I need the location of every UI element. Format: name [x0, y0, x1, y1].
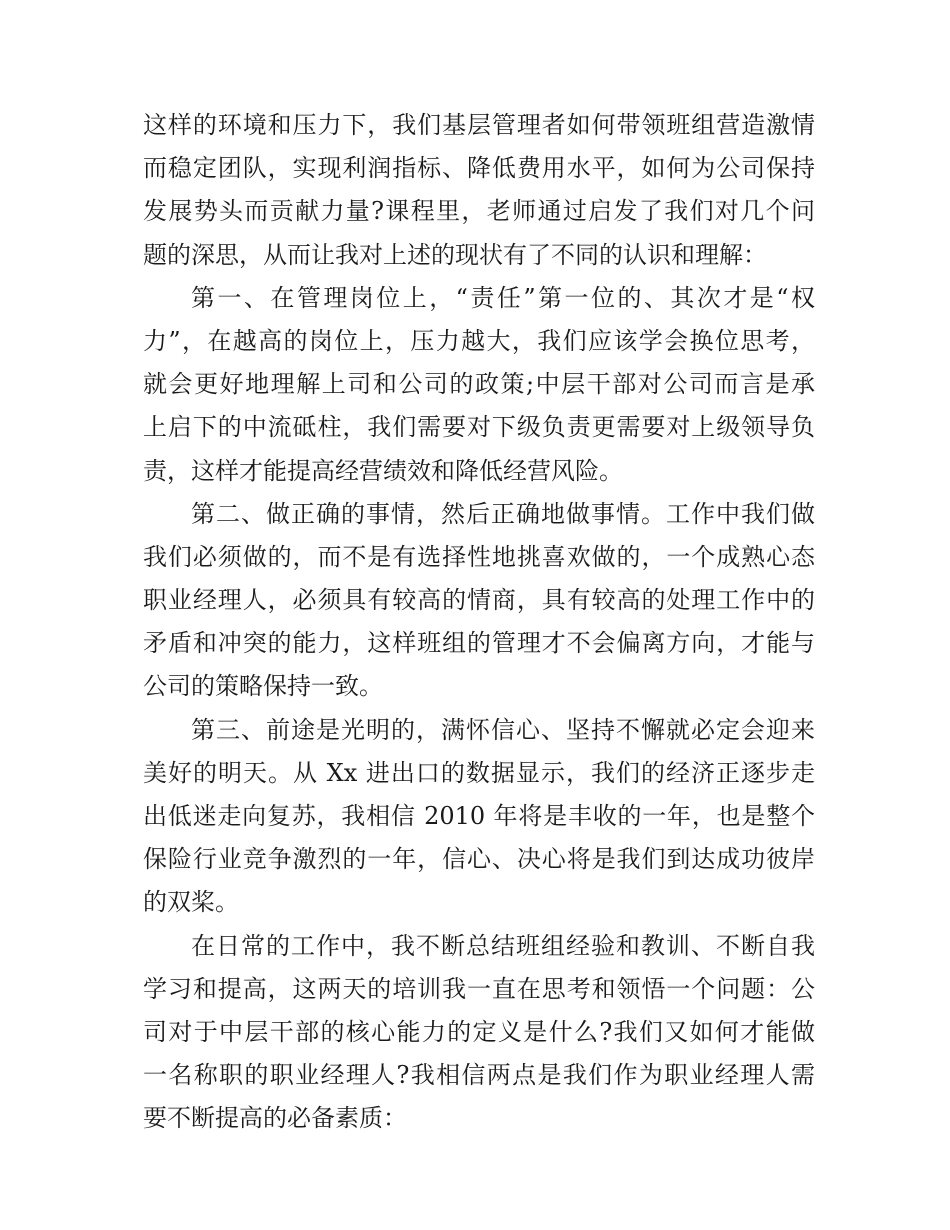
text-line: 美好的明天。从 Xx 进出口的数据显示，我们的经济正逐步走 — [143, 758, 815, 787]
text-line: 发展势头而贡献力量?课程里，老师通过启发了我们对几个问 — [143, 197, 815, 226]
text-line: 第三、前途是光明的，满怀信心、坚持不懈就必定会迎来 — [191, 715, 815, 744]
text-line: 保险行业竞争激烈的一年，信心、决心将是我们到达成功彼岸 — [143, 845, 815, 874]
paragraph-2 — [143, 277, 815, 493]
text-line: 这样的环境和压力下，我们基层管理者如何带领班组营造激情 — [143, 111, 815, 139]
text-line: 就会更好地理解上司和公司的政策;中层干部对公司而言是承 — [143, 370, 815, 399]
text-line: 题的深思，从而让我对上述的现状有了不同的认识和理解： — [143, 240, 767, 269]
text-line: 第一、在管理岗位上，“责任”第一位的、其次才是“权 — [191, 283, 815, 312]
paragraph-4 — [143, 709, 815, 925]
text-line: 第二、做正确的事情，然后正确地做事情。工作中我们做 — [191, 499, 815, 528]
text-line: 矛盾和冲突的能力，这样班组的管理才不会偏离方向，才能与 — [143, 629, 815, 658]
text-line: 职业经理人，必须具有较高的情商，具有较高的处理工作中的 — [143, 586, 815, 615]
paragraph-1 — [143, 104, 815, 277]
paragraph-5 — [143, 925, 815, 1141]
text-line: 司对于中层干部的核心能力的定义是什么?我们又如何才能做 — [143, 1017, 815, 1046]
body-text — [143, 104, 815, 1141]
text-line: 我们必须做的，而不是有选择性地挑喜欢做的，一个成熟心态 — [143, 542, 815, 571]
text-line: 出低迷走向复苏，我相信 2010 年将是丰收的一年，也是整个 — [143, 802, 815, 830]
text-line: 一名称职的职业经理人?我相信两点是我们作为职业经理人需 — [143, 1061, 815, 1090]
text-line: 学习和提高，这两天的培训我一直在思考和领悟一个问题：公 — [143, 974, 815, 1003]
text-line: 力”，在越高的岗位上，压力越大，我们应该学会换位思考， — [143, 326, 815, 355]
text-line: 公司的策略保持一致。 — [143, 672, 383, 701]
text-line: 在日常的工作中，我不断总结班组经验和教训、不断自我 — [191, 931, 815, 960]
text-line: 要不断提高的必备素质： — [143, 1104, 407, 1133]
paragraph-3 — [143, 493, 815, 709]
text-line: 责，这样才能提高经营绩效和降低经营风险。 — [143, 456, 623, 485]
text-line: 上启下的中流砥柱，我们需要对下级负责更需要对上级领导负 — [143, 413, 815, 442]
text-line: 的双桨。 — [143, 888, 239, 917]
text-line: 而稳定团队，实现利润指标、降低费用水平，如何为公司保持 — [143, 154, 815, 183]
